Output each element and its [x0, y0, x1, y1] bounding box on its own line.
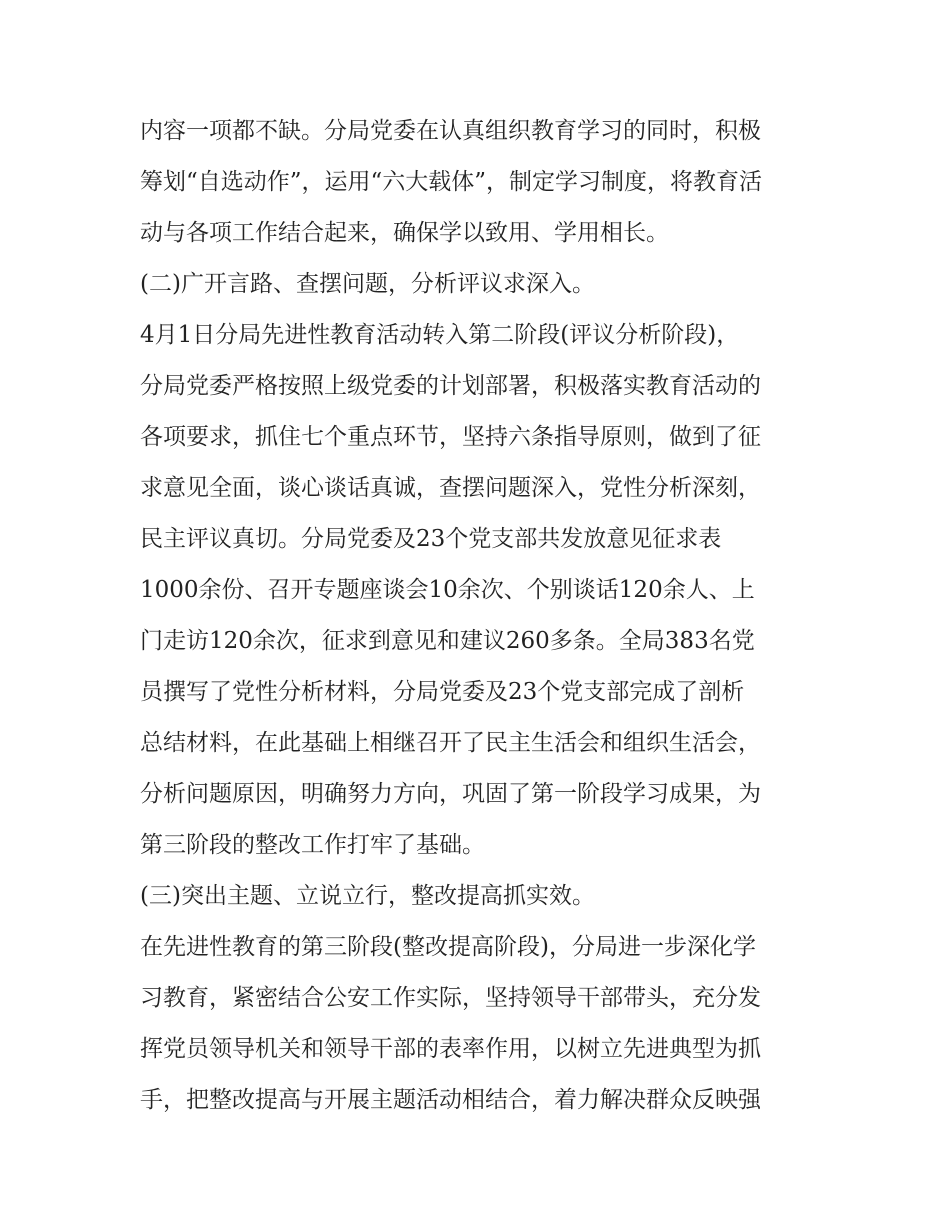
- text-line: 第三阶段的整改工作打牢了基础。: [140, 832, 485, 858]
- text-line: 员撰写了党性分析材料，分局党委及23个党支部完成了剖析: [140, 679, 745, 705]
- section-heading: (二)广开言路、查摆问题，分析评议求深入。: [140, 271, 595, 297]
- text-line: 在先进性教育的第三阶段(整改提高阶段)，分局进一步深化学: [140, 934, 756, 960]
- section-heading: (三)突出主题、立说立行，整改提高抓实效。: [140, 883, 595, 909]
- text-line: 民主评议真切。分局党委及23个党支部共发放意见征求表: [140, 526, 722, 552]
- text-line: 手，把整改提高与开展主题活动相结合，着力解决群众反映强: [140, 1087, 761, 1113]
- text-line: 分局党委严格按照上级党委的计划部署，积极落实教育活动的: [140, 373, 761, 399]
- body-text: [140, 106, 820, 1126]
- text-line: 动与各项工作结合起来，确保学以致用、学用相长。: [140, 220, 669, 246]
- text-line: 筹划“自选动作”，运用“六大载体”，制定学习制度，将教育活: [140, 169, 763, 195]
- text-line: 挥党员领导机关和领导干部的表率作用，以树立先进典型为抓: [140, 1036, 761, 1062]
- text-line: 总结材料，在此基础上相继召开了民主生活会和组织生活会，: [140, 730, 761, 756]
- text-line: 4月1日分局先进性教育活动转入第二阶段(评议分析阶段)，: [140, 322, 740, 348]
- text-line: 求意见全面，谈心谈话真诚，查摆问题深入，党性分析深刻，: [140, 475, 761, 501]
- text-line: 分析问题原因，明确努力方向，巩固了第一阶段学习成果，为: [140, 781, 761, 807]
- text-line: 各项要求，抓住七个重点环节，坚持六条指导原则，做到了征: [140, 424, 761, 450]
- text-line: 内容一项都不缺。分局党委在认真组织教育学习的同时，积极: [140, 118, 761, 144]
- text-line: 习教育，紧密结合公安工作实际，坚持领导干部带头，充分发: [140, 985, 761, 1011]
- text-line: 门走访120余次，征求到意见和建议260多条。全局383名党: [140, 628, 755, 654]
- text-line: 1000余份、召开专题座谈会10余次、个别谈话120余人、上: [140, 577, 755, 603]
